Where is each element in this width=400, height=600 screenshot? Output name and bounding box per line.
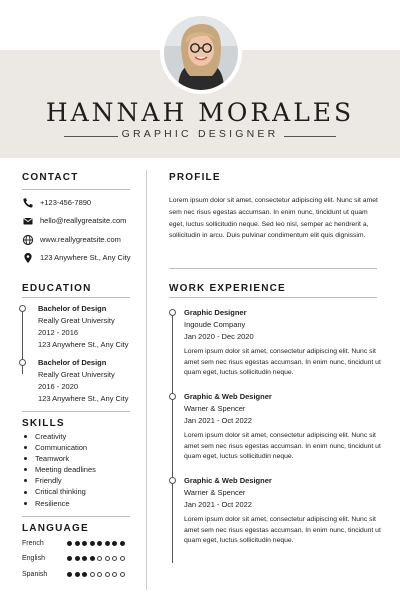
experience-dates: Jan 2020 - Dec 2020 — [184, 332, 254, 341]
level-dot-filled — [67, 556, 72, 561]
bullet-icon — [24, 435, 27, 438]
education-school: Really Great University — [38, 316, 115, 325]
experience-description: Lorem ipsum dolor sit amet, consectetur adipiscing elit. Nunc sit amet sem nec risus egestas accumsan. In enim nunc, tincidunt ut quam eget, luctus sollicitudin neque. — [184, 432, 381, 461]
experience-company: Ingoude Company — [184, 320, 246, 329]
profile-rule — [169, 268, 377, 269]
email-icon — [22, 214, 34, 226]
experience-dates: Jan 2021 - Oct 2022 — [184, 500, 252, 509]
level-dot-filled — [67, 541, 72, 546]
level-dot-empty — [112, 572, 117, 577]
level-dot-filled — [82, 541, 87, 546]
level-dot-filled — [82, 556, 87, 561]
level-dot-empty — [90, 572, 95, 577]
level-dot-empty — [120, 572, 125, 577]
avatar — [164, 16, 238, 90]
bullet-icon — [24, 468, 27, 471]
education-address: 123 Anywhere St., Any City — [38, 340, 129, 349]
level-dot-empty — [97, 556, 102, 561]
candidate-role: GRAPHIC DESIGNER — [121, 128, 279, 140]
list-item: Creativity — [24, 431, 96, 442]
bullet-icon — [24, 502, 27, 505]
education-years: 2016 - 2020 — [38, 382, 79, 391]
education-rule — [22, 297, 130, 298]
level-dot-empty — [105, 572, 110, 577]
language-name: French — [22, 539, 44, 547]
level-dot-filled — [90, 556, 95, 561]
skills-heading: SKILLS — [22, 418, 65, 429]
contact-website[interactable] — [22, 232, 121, 246]
level-dot-filled — [97, 541, 102, 546]
level-dot-filled — [75, 556, 80, 561]
contact-phone[interactable] — [22, 195, 91, 209]
experience-item — [184, 307, 384, 379]
experience-role: Graphic Designer — [184, 308, 247, 317]
experience-heading: WORK EXPERIENCE — [169, 283, 286, 294]
contact-address-text: 123 Anywhere St., Any City — [40, 252, 131, 262]
bullet-icon — [24, 491, 27, 494]
experience-description: Lorem ipsum dolor sit amet, consectetur adipiscing elit. Nunc sit amet sem nec risus egestas accumsan. In enim nunc, tincidunt ut quam eget, luctus sollicitudin neque. — [184, 516, 381, 545]
language-level-dots — [67, 541, 127, 546]
profile-text: Lorem ipsum dolor sit amet, consectetur adipiscing elit. Nunc sit amet sem nec risus egestas accumsan. In enim nunc, tincidunt ut quam eget, luctus sollicitudin neque. Sed leo nisl, semper ac hendrerit a, sollicitudin in arcu. Duis pulvinar condimentum elit quis dignissim. — [169, 197, 378, 240]
experience-node — [169, 309, 176, 316]
list-item: Meeting deadlines — [24, 464, 96, 475]
experience-role: Graphic & Web Designer — [184, 476, 272, 485]
level-dot-empty — [120, 556, 125, 561]
level-dot-filled — [105, 541, 110, 546]
experience-timeline — [172, 313, 173, 563]
contact-website-text: www.reallygreatsite.com — [40, 234, 121, 244]
bullet-icon — [24, 446, 27, 449]
profile-heading: PROFILE — [169, 172, 221, 183]
candidate-name: HANNAH MORALES — [45, 98, 355, 127]
education-years: 2012 - 2016 — [38, 328, 79, 337]
level-dot-filled — [112, 541, 117, 546]
list-item: Resilience — [24, 498, 96, 509]
globe-icon — [22, 233, 34, 245]
bullet-icon — [24, 479, 27, 482]
education-degree: Bachelor of Design — [38, 304, 107, 313]
list-item: Communication — [24, 442, 96, 453]
avatar-portrait-image — [164, 16, 238, 90]
contact-email[interactable] — [22, 213, 126, 227]
experience-company: Warner & Spencer — [184, 488, 246, 497]
level-dot-filled — [120, 541, 125, 546]
experience-rule — [169, 297, 377, 298]
language-row — [22, 553, 127, 563]
list-item: Teamwork — [24, 453, 96, 464]
phone-icon — [22, 196, 34, 208]
level-dot-filled — [67, 572, 72, 577]
education-node — [19, 305, 26, 312]
location-pin-icon — [22, 251, 34, 263]
role-row — [0, 128, 400, 144]
experience-item — [184, 391, 384, 463]
skills-list — [24, 431, 96, 509]
list-item: Friendly — [24, 475, 96, 486]
education-heading: EDUCATION — [22, 283, 92, 294]
language-level-dots — [67, 572, 127, 577]
skills-top-rule — [22, 411, 130, 412]
role-rule-right — [284, 136, 336, 137]
level-dot-empty — [97, 572, 102, 577]
language-name: Spanish — [22, 570, 48, 578]
language-level-dots — [67, 556, 127, 561]
level-dot-empty — [105, 556, 110, 561]
language-name: English — [22, 554, 45, 562]
education-degree: Bachelor of Design — [38, 358, 107, 367]
level-dot-filled — [82, 572, 87, 577]
contact-phone-text: +123-456-7890 — [40, 197, 92, 207]
level-dot-filled — [75, 541, 80, 546]
level-dot-filled — [75, 572, 80, 577]
language-row — [22, 538, 127, 548]
level-dot-empty — [112, 556, 117, 561]
bullet-icon — [24, 457, 27, 460]
level-dot-filled — [90, 541, 95, 546]
column-divider — [146, 170, 147, 590]
experience-description: Lorem ipsum dolor sit amet, consectetur adipiscing elit. Nunc sit amet sem nec risus egestas accumsan. In enim nunc, tincidunt ut quam eget, luctus sollicitudin neque. — [184, 348, 381, 377]
experience-node — [169, 477, 176, 484]
education-school: Really Great University — [38, 370, 115, 379]
education-address: 123 Anywhere St., Any City — [38, 394, 129, 403]
experience-node — [169, 393, 176, 400]
education-node — [19, 359, 26, 366]
experience-role: Graphic & Web Designer — [184, 392, 272, 401]
list-item: Critical thinking — [24, 486, 96, 497]
experience-company: Warner & Spencer — [184, 404, 246, 413]
education-item — [38, 357, 128, 405]
contact-address — [22, 250, 130, 264]
language-heading: LANGUAGE — [22, 523, 89, 534]
contact-rule — [22, 189, 130, 190]
contact-email-text: hello@reallygreatsite.com — [40, 215, 127, 225]
experience-item — [184, 475, 384, 547]
experience-dates: Jan 2021 - Oct 2022 — [184, 416, 252, 425]
contact-heading: CONTACT — [22, 172, 79, 183]
profile-photo — [160, 12, 242, 94]
education-item — [38, 303, 128, 351]
language-row — [22, 569, 127, 579]
language-top-rule — [22, 516, 130, 517]
